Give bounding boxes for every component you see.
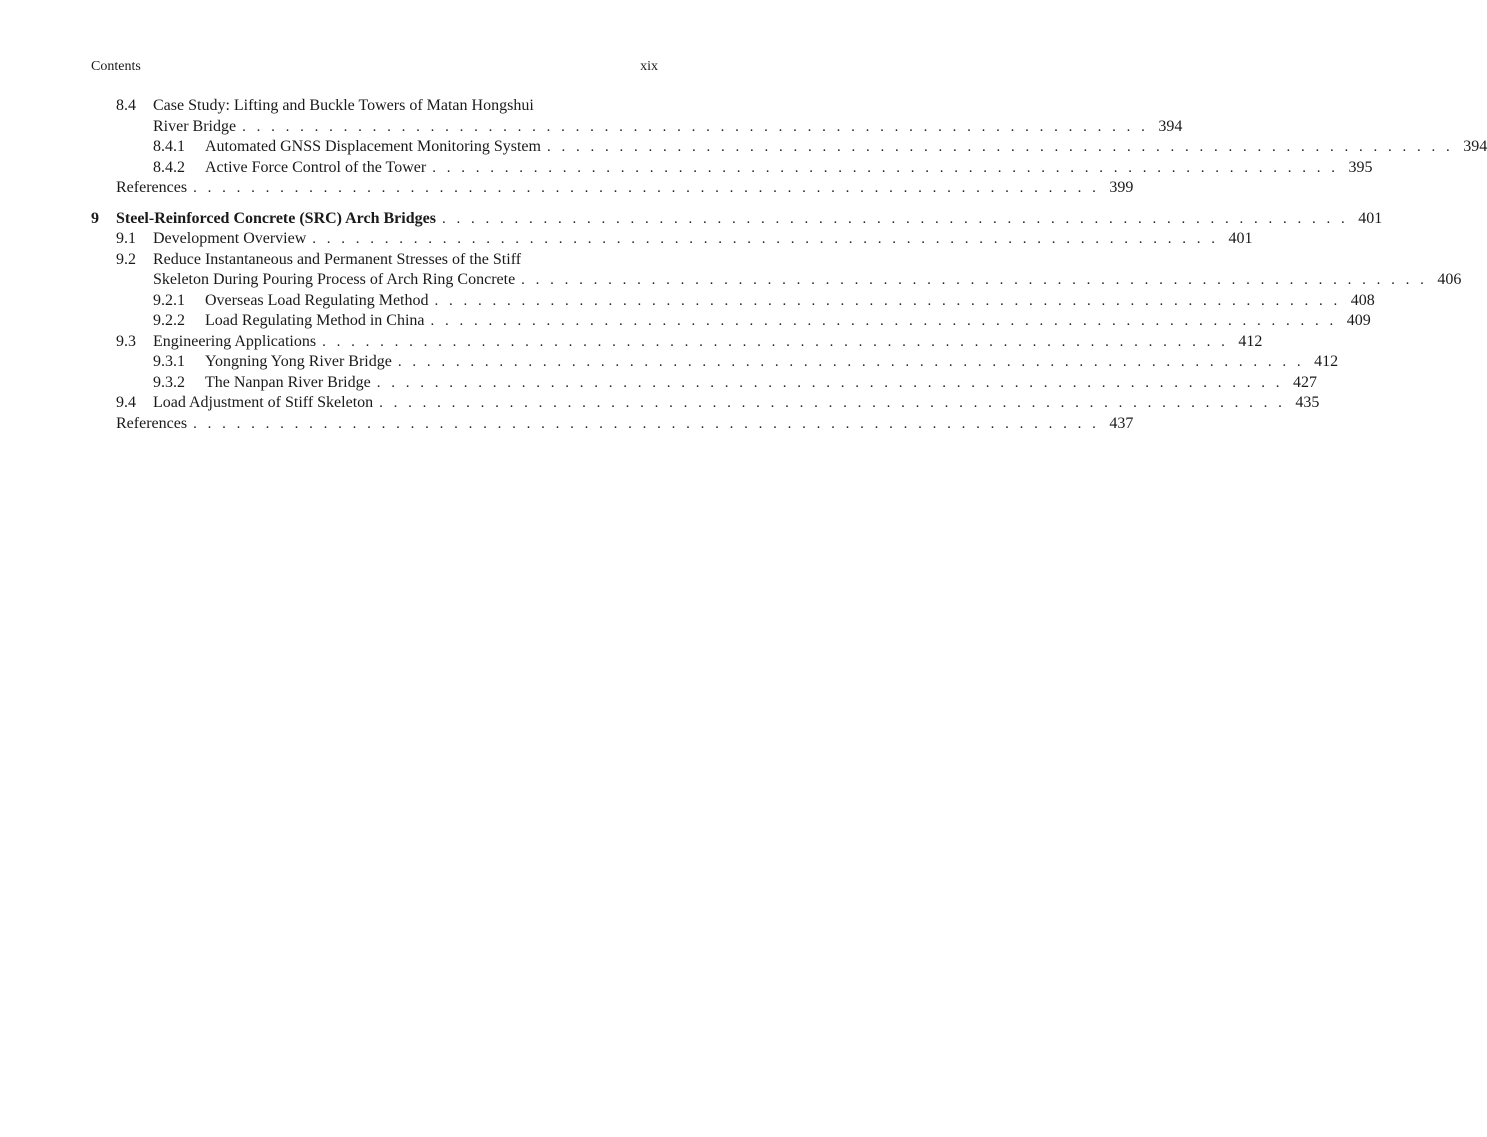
- toc-entry-title: Load Regulating Method in China: [205, 312, 425, 329]
- toc-page-number: 437: [1109, 414, 1134, 432]
- toc-entry-title: Engineering Applications: [153, 332, 317, 350]
- dot-leader: . . . . . . . . . . . . . . . . . . . . . . . . . . . . . . . . . . . . . . . . . . . . . . . . . . . . . . . . . . . . . . .: [242, 118, 1149, 135]
- toc-entry-9-2[interactable]: [91, 250, 658, 271]
- toc-entry-8-4-1[interactable]: [91, 137, 1487, 158]
- toc-entry-number: 8.4.2: [153, 158, 185, 176]
- dot-leader: . . . . . . . . . . . . . . . . . . . . . . . . . . . . . . . . . . . . . . . . . . . . . . . . . . . . . . . . . . . . . . .: [193, 180, 1100, 196]
- toc-entry-references-8[interactable]: [91, 178, 1134, 199]
- toc-entry-title: References: [116, 179, 188, 196]
- toc-entry-number: 9.3.2: [153, 373, 185, 391]
- toc-entry-9-2-1[interactable]: [91, 291, 1375, 312]
- dot-leader: . . . . . . . . . . . . . . . . . . . . . . . . . . . . . . . . . . . . . . . . . . . . . . . . . . . . . . . . . . . . . . .: [432, 159, 1339, 176]
- table-of-contents: [91, 96, 1487, 434]
- toc-page-number: 394: [1158, 117, 1183, 135]
- toc-page-number: 401: [1358, 209, 1383, 227]
- toc-entry-number: 8.4: [116, 97, 136, 114]
- toc-page-number: 412: [1314, 353, 1339, 370]
- toc-entry-8-4-continued[interactable]: [91, 117, 1183, 138]
- dot-leader: . . . . . . . . . . . . . . . . . . . . . . . . . . . . . . . . . . . . . . . . . . . . . . . . . . . . . . . . . . . . . . .: [441, 210, 1349, 227]
- dot-leader: . . . . . . . . . . . . . . . . . . . . . . . . . . . . . . . . . . . . . . . . . . . . . . . . . . . . . . . . . . . . . . .: [312, 231, 1219, 247]
- toc-entry-title: Reduce Instantaneous and Permanent Stresses of the Stiff: [153, 250, 522, 268]
- toc-entry-9-3-1[interactable]: [91, 352, 1339, 373]
- toc-entry-number: 9.3: [116, 332, 136, 350]
- toc-page-number: 409: [1346, 312, 1371, 329]
- toc-entry-number: 9.1: [116, 230, 136, 247]
- toc-chapter-number: 9: [91, 209, 99, 227]
- dot-leader: . . . . . . . . . . . . . . . . . . . . . . . . . . . . . . . . . . . . . . . . . . . . . . . . . . . . . . . . . . . . . . .: [430, 313, 1337, 329]
- toc-page-number: 408: [1350, 291, 1375, 309]
- dot-leader: . . . . . . . . . . . . . . . . . . . . . . . . . . . . . . . . . . . . . . . . . . . . . . . . . . . . . . . . . . . . . . .: [376, 374, 1283, 391]
- toc-entry-title: Case Study: Lifting and Buckle Towers of Matan Hongshui: [153, 97, 534, 114]
- toc-entry-8-4[interactable]: [91, 96, 658, 117]
- toc-entry-title: References: [116, 414, 188, 432]
- toc-entry-9-3[interactable]: [91, 332, 1263, 353]
- toc-entry-9-2-2[interactable]: [91, 311, 1371, 332]
- toc-entry-title: The Nanpan River Bridge: [205, 373, 371, 391]
- toc-entry-number: 9.3.1: [153, 353, 185, 370]
- toc-entry-9-1[interactable]: [91, 229, 1253, 250]
- dot-leader: . . . . . . . . . . . . . . . . . . . . . . . . . . . . . . . . . . . . . . . . . . . . . . . . . . . . . . . . . . . . . . .: [193, 415, 1100, 432]
- toc-page-number: 412: [1238, 332, 1263, 350]
- toc-entry-9-3-2[interactable]: [91, 373, 1317, 394]
- toc-entry-number: 9.2.2: [153, 312, 185, 329]
- toc-page-number: 401: [1228, 230, 1253, 247]
- toc-entry-9-4[interactable]: [91, 393, 1320, 414]
- dot-leader: . . . . . . . . . . . . . . . . . . . . . . . . . . . . . . . . . . . . . . . . . . . . . . . . . . . . . . . . . . . . . . .: [521, 272, 1428, 288]
- toc-entry-title-continued: River Bridge: [153, 117, 237, 135]
- dot-leader: . . . . . . . . . . . . . . . . . . . . . . . . . . . . . . . . . . . . . . . . . . . . . . . . . . . . . . . . . . . . . . .: [397, 354, 1305, 370]
- page-number: xix: [640, 59, 658, 74]
- toc-entry-title: Active Force Control of the Tower: [205, 158, 427, 176]
- dot-leader: . . . . . . . . . . . . . . . . . . . . . . . . . . . . . . . . . . . . . . . . . . . . . . . . . . . . . . . . . . . . . . .: [379, 395, 1286, 411]
- toc-page-number: 427: [1292, 373, 1317, 391]
- running-head: [91, 59, 658, 77]
- dot-leader: . . . . . . . . . . . . . . . . . . . . . . . . . . . . . . . . . . . . . . . . . . . . . . . . . . . . . . . . . . . . . . .: [434, 292, 1341, 309]
- toc-entry-title: Development Overview: [153, 230, 307, 247]
- toc-entry-9-2-continued[interactable]: [91, 270, 1462, 291]
- toc-entry-8-4-2[interactable]: [91, 158, 1373, 179]
- toc-page-number: 406: [1437, 271, 1462, 288]
- dot-leader: . . . . . . . . . . . . . . . . . . . . . . . . . . . . . . . . . . . . . . . . . . . . . . . . . . . . . . . . . . . . . . .: [546, 139, 1454, 155]
- toc-page-number: 394: [1463, 138, 1487, 155]
- toc-entry-title-continued: Skeleton During Pouring Process of Arch Ring Concrete: [153, 271, 516, 288]
- toc-page-number: 399: [1109, 179, 1134, 196]
- toc-chapter-title: Steel-Reinforced Concrete (SRC) Arch Bridges: [116, 209, 436, 227]
- running-head-title: Contents: [91, 59, 141, 74]
- toc-entry-title: Automated GNSS Displacement Monitoring System: [205, 138, 541, 155]
- toc-entry-title: Yongning Yong River Bridge: [205, 353, 392, 370]
- toc-entry-number: 8.4.1: [153, 138, 185, 155]
- toc-entry-references-9[interactable]: [91, 414, 1134, 435]
- toc-chapter-9[interactable]: [91, 209, 1383, 230]
- toc-entry-number: 9.2: [116, 250, 136, 268]
- dot-leader: . . . . . . . . . . . . . . . . . . . . . . . . . . . . . . . . . . . . . . . . . . . . . . . . . . . . . . . . . . . . . . .: [322, 333, 1229, 350]
- toc-entry-number: 9.2.1: [153, 291, 185, 309]
- toc-page-number: 435: [1295, 394, 1320, 411]
- toc-entry-number: 9.4: [116, 394, 136, 411]
- toc-entry-title: Overseas Load Regulating Method: [205, 291, 429, 309]
- toc-page-number: 395: [1348, 158, 1373, 176]
- toc-entry-title: Load Adjustment of Stiff Skeleton: [153, 394, 374, 411]
